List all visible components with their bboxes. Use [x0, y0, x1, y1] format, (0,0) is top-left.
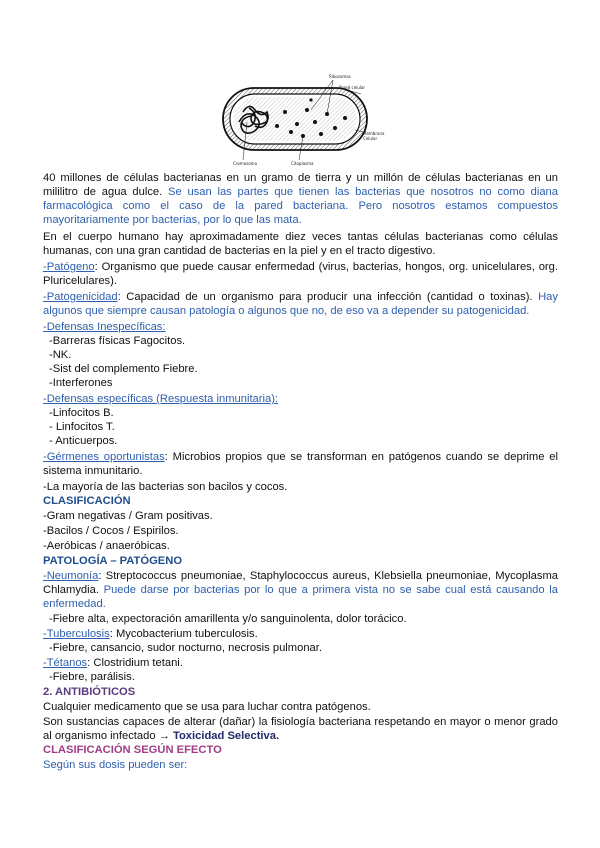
clasificacion-item: -Aeróbicas / anaeróbicas.	[43, 540, 170, 552]
antibioticos-line-3	[43, 729, 558, 743]
cell-membrane-label: Membrana	[363, 131, 385, 136]
tetanos-line	[43, 656, 558, 670]
neumonia-line-2	[43, 583, 558, 597]
neumonia-pathogens-end: Chlamydia.	[43, 584, 104, 596]
antibioticos-line-2: Son sustancias capaces de alterar (dañar) la fisiología bacteriana respetando en mayor o menor grado	[43, 716, 558, 728]
neumonia-term: -Neumonía	[43, 570, 99, 582]
especificas-item: - Anticuerpos.	[49, 435, 118, 447]
patogeno-definition: : Organismo que puede causar enfermedad (virus, bacterias, hongos, org. unicelulares, org.	[94, 261, 558, 273]
inespecificas-item: -NK.	[49, 349, 72, 361]
intro-note: Se usan las partes que tienen las bacterias que nosotros no como diana	[168, 186, 559, 198]
germenes-definition: : Microbios propios que se transforman en patógenos cuando se deprime el	[164, 451, 558, 463]
tetanos-symptoms: -Fiebre, parálisis.	[49, 671, 135, 683]
intro-text: mililitro de agua dulce.	[43, 186, 169, 198]
patogenicidad-line-2: algunos que siempre causan patología o algunos que no, de eso va a depender su patogenicidad.	[43, 305, 530, 317]
germenes-term: -Gérmenes oportunistas	[43, 451, 165, 463]
tetanos-term: -Tétanos	[43, 657, 88, 669]
clasificacion-efecto-heading: CLASIFICACIÓN SEGÚN EFECTO	[43, 744, 222, 756]
inespecificas-item: -Sist del complemento Fiebre.	[49, 363, 198, 375]
patogenicidad-definition: : Capacidad de un organismo para producir una infección (cantidad o toxinas).	[117, 291, 539, 303]
patogenicidad-note: Hay	[538, 291, 558, 303]
mayoria-bacterias: -La mayoría de las bacterias son bacilos y cocos.	[43, 481, 288, 493]
neumonia-line-1	[43, 569, 558, 583]
clasificacion-item: -Gram negativas / Gram positivas.	[43, 510, 213, 522]
neumonia-note: Puede darse por bacterias por lo que a primera vista no se sabe cual está causando la	[103, 584, 558, 596]
intro-note-line-3: farmacológica como el caso de la pared bacteriana. Pero nosotros estamos compuestos	[43, 200, 558, 212]
efecto-line-1: Según sus dosis pueden ser:	[43, 759, 188, 771]
patogenicidad-line-1	[43, 290, 558, 304]
tuberculosis-line	[43, 627, 558, 641]
body-cells-line-1: En el cuerpo humano hay aproximadamente diez veces tantas células bacterianas como células	[43, 231, 558, 243]
chromosome-label: Cromosoma	[233, 161, 258, 166]
defensas-inespecificas-title: -Defensas Inespecíficas:	[43, 321, 166, 333]
clasificacion-heading: CLASIFICACIÓN	[43, 495, 131, 507]
patogeno-term: -Patógeno	[43, 261, 95, 273]
inespecificas-item: -Barreras físicas Fagocitos.	[49, 335, 186, 347]
intro-note-line-4: mayoritariamente por bacterias, por lo que las mata.	[43, 214, 302, 226]
patogeno-line-1	[43, 260, 558, 274]
antibioticos-heading: 2. ANTIBIÓTICOS	[43, 686, 136, 698]
neumonia-symptoms: -Fiebre alta, expectoración amarillenta y/o sanguinolenta, dolor torácico.	[49, 613, 407, 625]
tuberculosis-term: -Tuberculosis	[43, 628, 110, 640]
patogenicidad-term: -Patogenicidad	[43, 291, 118, 303]
especificas-item: - Linfocitos T.	[49, 421, 115, 433]
tuberculosis-symptoms: -Fiebre, cansancio, sudor nocturno, necrosis pulmonar.	[49, 642, 322, 654]
clasificacion-item: -Bacilos / Cocos / Espirilos.	[43, 525, 179, 537]
intro-line-1: 40 millones de células bacterianas en un gramo de tierra y un millón de células bacterianas en un	[43, 172, 558, 184]
neumonia-note-end: enfermedad.	[43, 598, 106, 610]
cell-wall-label: Pared celular	[339, 85, 366, 90]
patologia-heading: PATOLOGÍA – PATÓGENO	[43, 555, 183, 567]
toxicidad-selectiva: Toxicidad Selectiva.	[172, 730, 280, 742]
germenes-line-1	[43, 450, 558, 464]
cytoplasm-label: Citoplasma	[291, 161, 314, 166]
body-cells-line-2: humanas, con una gran cantidad de bacterias en la piel y en el tracto digestivo.	[43, 245, 436, 257]
neumonia-pathogens: : Streptococcus pneumoniae, Staphylococcus aureus, Klebsiella pneumoniae, Mycoplasma	[98, 570, 558, 582]
germenes-line-2: sistema inmunitario.	[43, 465, 143, 477]
patogeno-line-2: Pluricelulares).	[43, 275, 117, 287]
especificas-item: -Linfocitos B.	[49, 407, 114, 419]
bacterial-cell-diagram	[215, 72, 387, 168]
cell-membrane-label-2: Celular	[363, 136, 378, 141]
defensas-especificas-title: -Defensas específicas (Respuesta inmunitaria):	[43, 393, 279, 405]
tuberculosis-pathogen: : Mycobacterium tuberculosis.	[109, 628, 258, 640]
antibioticos-line-1: Cualquier medicamento que se usa para luchar contra patógenos.	[43, 701, 371, 713]
tetanos-pathogen: : Clostridium tetani.	[87, 657, 183, 669]
antibioticos-text: al organismo infectado →	[43, 730, 173, 742]
intro-line-2	[43, 185, 558, 199]
inespecificas-item: -Interferones	[49, 377, 113, 389]
ribosomes-label: Ribosomas	[329, 74, 351, 79]
